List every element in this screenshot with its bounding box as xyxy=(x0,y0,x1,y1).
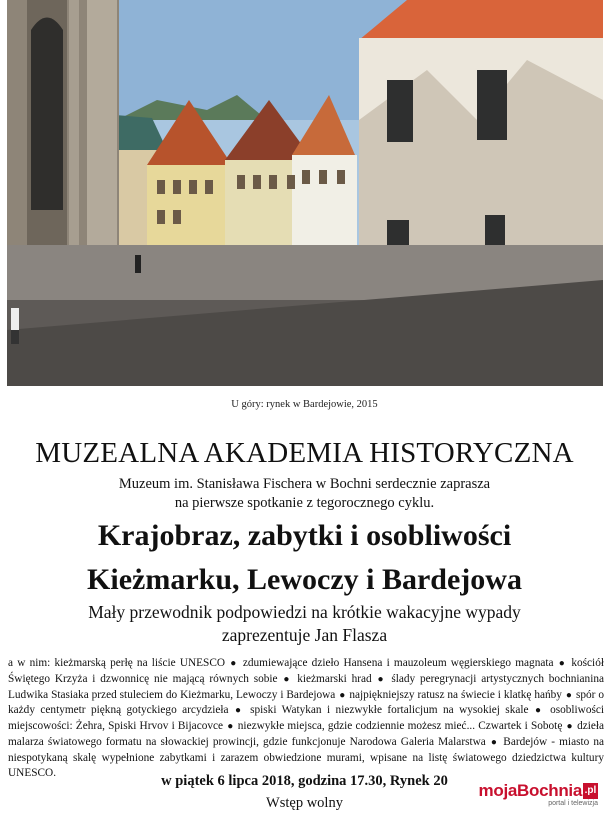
entry-info: Wstęp wolny xyxy=(266,795,343,811)
invitation-line-1: Muzeum im. Stanisława Fischera w Bochni serdecznie zaprasza xyxy=(118,476,491,492)
bullet-icon: ● xyxy=(565,689,573,701)
bullet-icon: ● xyxy=(227,721,234,733)
subtitle-line-2: zaprezentuje Jan Flasza xyxy=(221,625,388,645)
invitation-text xyxy=(0,475,609,513)
topics-intro: a w nim: xyxy=(8,657,51,669)
topic-item: ślady peregrynacji artystycznych bochnianina Ludwika Stasiaka przed stuleciem do Kieżmarku, Lewoczy i Bardejowa xyxy=(8,672,604,701)
bullet-icon: ● xyxy=(339,689,346,701)
topic-item: niezwykłe miejsca, gdzie codziennie możesz mieć... Czwartek i Sobotę xyxy=(237,720,563,733)
bullet-icon: ● xyxy=(283,673,292,685)
logo-wordmark: mojaBochnia xyxy=(478,781,582,800)
logo-tld: .pl xyxy=(583,783,598,799)
topic-item: spór o każdy centymetr piękną gotyckiego arcydzieła xyxy=(8,688,604,717)
topic-item: spiski Watykan i niezwykłe fortalicjum na wysokiej skale xyxy=(250,704,529,717)
invitation-line-2: na pierwsze spotkanie z tegorocznego cyklu. xyxy=(174,495,435,511)
lecture-title-line-2: Kieżmarku, Lewoczy i Bardejowa xyxy=(87,563,522,596)
topics-list xyxy=(8,656,604,780)
topic-item: kościół Świętego Krzyża i dzwonnicę nie mającą równych sobie xyxy=(8,657,604,685)
town-square-photo xyxy=(7,0,603,386)
bullet-icon: ● xyxy=(377,673,386,685)
mojabochnia-logo xyxy=(472,781,598,809)
lecture-title-line-1: Krajobraz, zabytki i osobliwości xyxy=(97,519,512,552)
main-title: MUZEALNA AKADEMIA HISTORYCZNA xyxy=(35,437,574,469)
topic-item: osobliwości miejscowości: Żehra, Spiski Hrvov i Bijacovce xyxy=(8,704,605,733)
topic-item: dzieła malarza światowego formatu na słowackiej prowincji, gdzie funkcjonuje Narodowa Galeria Malarstwa xyxy=(8,720,605,748)
bullet-icon: ● xyxy=(230,658,238,669)
subtitle-line-1: Mały przewodnik podpowiedzi na krótkie wakacyjne wypady xyxy=(88,602,521,622)
topic-item: kieżmarską perłę na liście UNESCO xyxy=(54,657,226,669)
bullet-icon: ● xyxy=(534,705,544,717)
bullet-icon: ● xyxy=(235,705,244,717)
lecture-title xyxy=(0,514,609,602)
bullet-icon: ● xyxy=(566,721,573,733)
topic-item: zdumiewające dzieło Hansena i mauzoleum węgierskiego magnata xyxy=(242,657,554,669)
photo-caption: U góry: rynek w Bardejowie, 2015 xyxy=(231,399,378,410)
topic-item: najpiękniejszy ratusz na świecie i klatkę hańby xyxy=(349,688,562,701)
logo-tagline: portal i telewizja xyxy=(548,800,598,807)
bullet-icon: ● xyxy=(490,736,499,748)
bullet-icon: ● xyxy=(558,658,567,669)
topic-item: Bardejów - miasto na niespotykaną skalę wypełnione zabytkami i zarazem obwiedzione murami, wpisane na listę światowego dziedzictwa kultury UNESCO. xyxy=(8,735,605,779)
lecture-subtitle xyxy=(0,601,609,647)
event-datetime: w piątek 6 lipca 2018, godzina 17.30, Rynek 20 xyxy=(161,773,448,789)
topic-item: kieżmarski hrad xyxy=(297,672,372,685)
